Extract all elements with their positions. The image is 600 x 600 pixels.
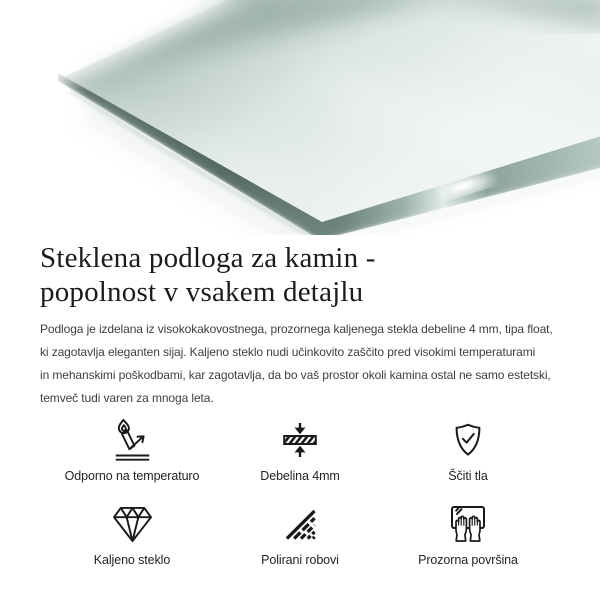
product-photo [0, 0, 600, 235]
glass-panel-image [0, 0, 600, 235]
feature-label: Odporno na temperaturo [64, 469, 200, 483]
feature-label: Debelina 4mm [260, 469, 340, 483]
icon-slot [284, 502, 317, 546]
feature-polished-edges [216, 502, 384, 568]
shield-check-icon [452, 423, 484, 457]
page-title-line2: popolnost v vsakem detajlu [40, 276, 364, 308]
feature-tempered-glass [48, 502, 216, 568]
feature-label: Kaljeno steklo [93, 553, 171, 567]
icon-slot [282, 418, 318, 462]
polished-edges-icon [284, 508, 317, 541]
page-title-line1: Steklena podloga za kamin - [40, 242, 376, 274]
feature-label: Prozorna površina [418, 553, 518, 567]
description-line: temveč tudi varen za mnoga leta. [40, 391, 214, 405]
diamond-icon [112, 506, 153, 543]
feature-label: Polirani robovi [261, 553, 339, 567]
features-grid [48, 418, 552, 568]
icon-slot [112, 502, 153, 546]
feature-label: Ščiti tla [448, 469, 488, 483]
description-line: Podloga je izdelana iz visokokakovostnega, prozornega kaljenega stekla debeline 4 mm, tipa float, [40, 322, 553, 336]
page-title [40, 241, 560, 309]
feature-transparent-surface [384, 502, 552, 568]
transparent-surface-icon [446, 504, 490, 544]
description-line: ki zagotavlja eleganten sijaj. Kaljeno steklo nudi učinkovito zaščito pred visokimi temperaturami [40, 345, 536, 359]
icon-slot [110, 418, 154, 462]
content-block [0, 241, 600, 568]
icon-slot [452, 418, 484, 462]
product-description [40, 318, 560, 410]
description-line: in mehanskimi poškodbami, kar zagotavlja, da bo vaš prostor okoli kamina ostal ne samo estetski, [40, 368, 551, 382]
icon-slot [446, 502, 490, 546]
thickness-4mm-icon [282, 422, 318, 458]
feature-protects-floor [384, 418, 552, 484]
feature-heat-resistant [48, 418, 216, 484]
feature-thickness [216, 418, 384, 484]
heat-resistant-icon [110, 417, 154, 463]
